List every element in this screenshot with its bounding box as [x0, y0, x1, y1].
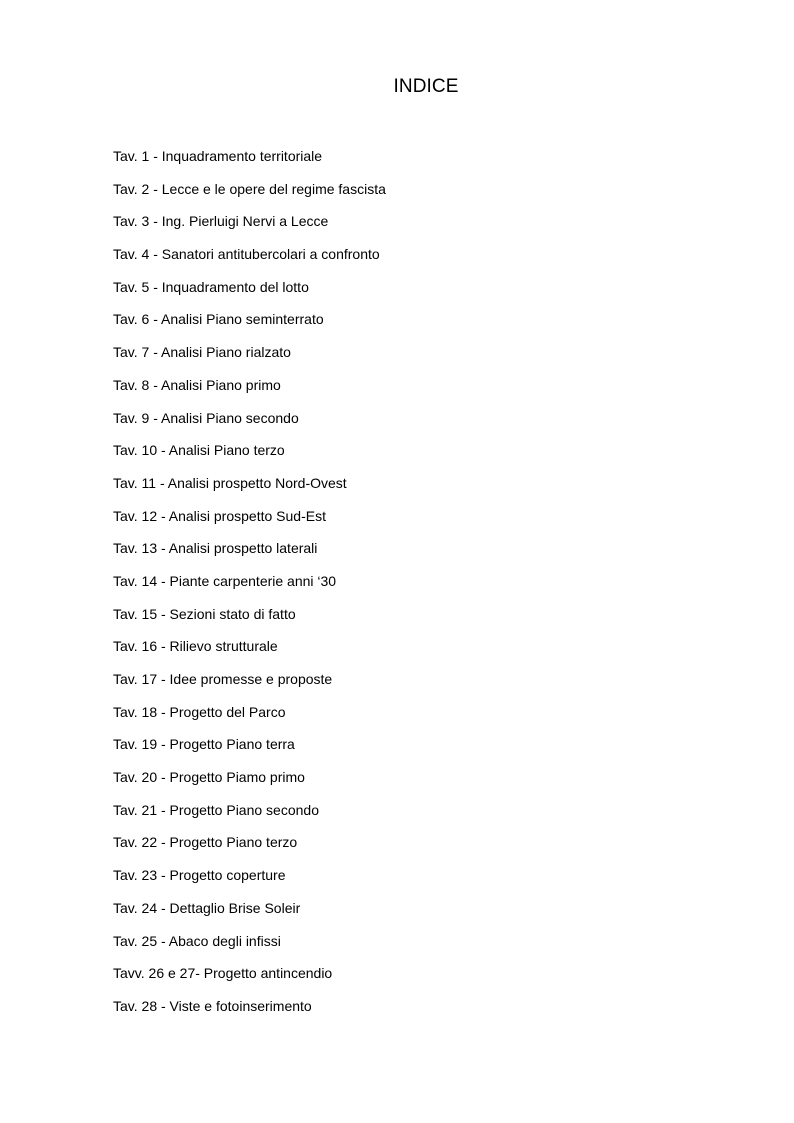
- toc-entry: Tav. 8 - Analisi Piano primo: [113, 376, 281, 393]
- toc-entry: Tav. 23 - Progetto coperture: [113, 867, 286, 884]
- toc-entry: Tav. 18 - Progetto del Parco: [113, 703, 286, 720]
- toc-entry: Tav. 22 - Progetto Piano terzo: [113, 834, 298, 851]
- toc-entry: Tav. 12 - Analisi prospetto Sud-Est: [113, 507, 326, 524]
- page-title: INDICE: [393, 76, 459, 97]
- toc-entry: Tavv. 26 e 27- Progetto antincendio: [113, 965, 333, 982]
- toc-entry: Tav. 21 - Progetto Piano secondo: [113, 801, 319, 818]
- toc-entry: Tav. 20 - Progetto Piamo primo: [113, 769, 305, 786]
- toc-entry: Tav. 2 - Lecce e le opere del regime fascista: [113, 180, 386, 197]
- toc-entry: Tav. 24 - Dettaglio Brise Soleir: [113, 899, 301, 916]
- toc-entry: Tav. 13 - Analisi prospetto laterali: [113, 540, 318, 557]
- toc-entry: Tav. 25 - Abaco degli infissi: [113, 932, 281, 949]
- toc-entry: Tav. 7 - Analisi Piano rialzato: [113, 344, 291, 361]
- toc-entry: Tav. 28 - Viste e fotoinserimento: [113, 997, 312, 1014]
- toc-entry: Tav. 1 - Inquadramento territoriale: [113, 148, 323, 164]
- toc-entry: Tav. 10 - Analisi Piano terzo: [113, 442, 285, 459]
- toc-entry: Tav. 16 - Rilievo strutturale: [113, 638, 278, 655]
- toc-entry: Tav. 14 - Piante carpenterie anni ‘30: [113, 572, 337, 589]
- toc-entry: Tav. 15 - Sezioni stato di fatto: [113, 605, 296, 622]
- toc-entry: Tav. 19 - Progetto Piano terra: [113, 736, 295, 753]
- toc-entry: Tav. 11 - Analisi prospetto Nord-Ovest: [113, 474, 347, 491]
- toc-entry: Tav. 5 - Inquadramento del lotto: [113, 278, 309, 295]
- toc-entry: Tav. 4 - Sanatori antitubercolari a confronto: [113, 246, 380, 263]
- toc-entry: Tav. 17 - Idee promesse e proposte: [113, 671, 333, 687]
- table-of-contents: [113, 145, 386, 1028]
- toc-entry: Tav. 3 - Ing. Pierluigi Nervi a Lecce: [113, 213, 329, 230]
- toc-entry: Tav. 9 - Analisi Piano secondo: [113, 409, 299, 426]
- toc-entry: Tav. 6 - Analisi Piano seminterrato: [113, 311, 324, 328]
